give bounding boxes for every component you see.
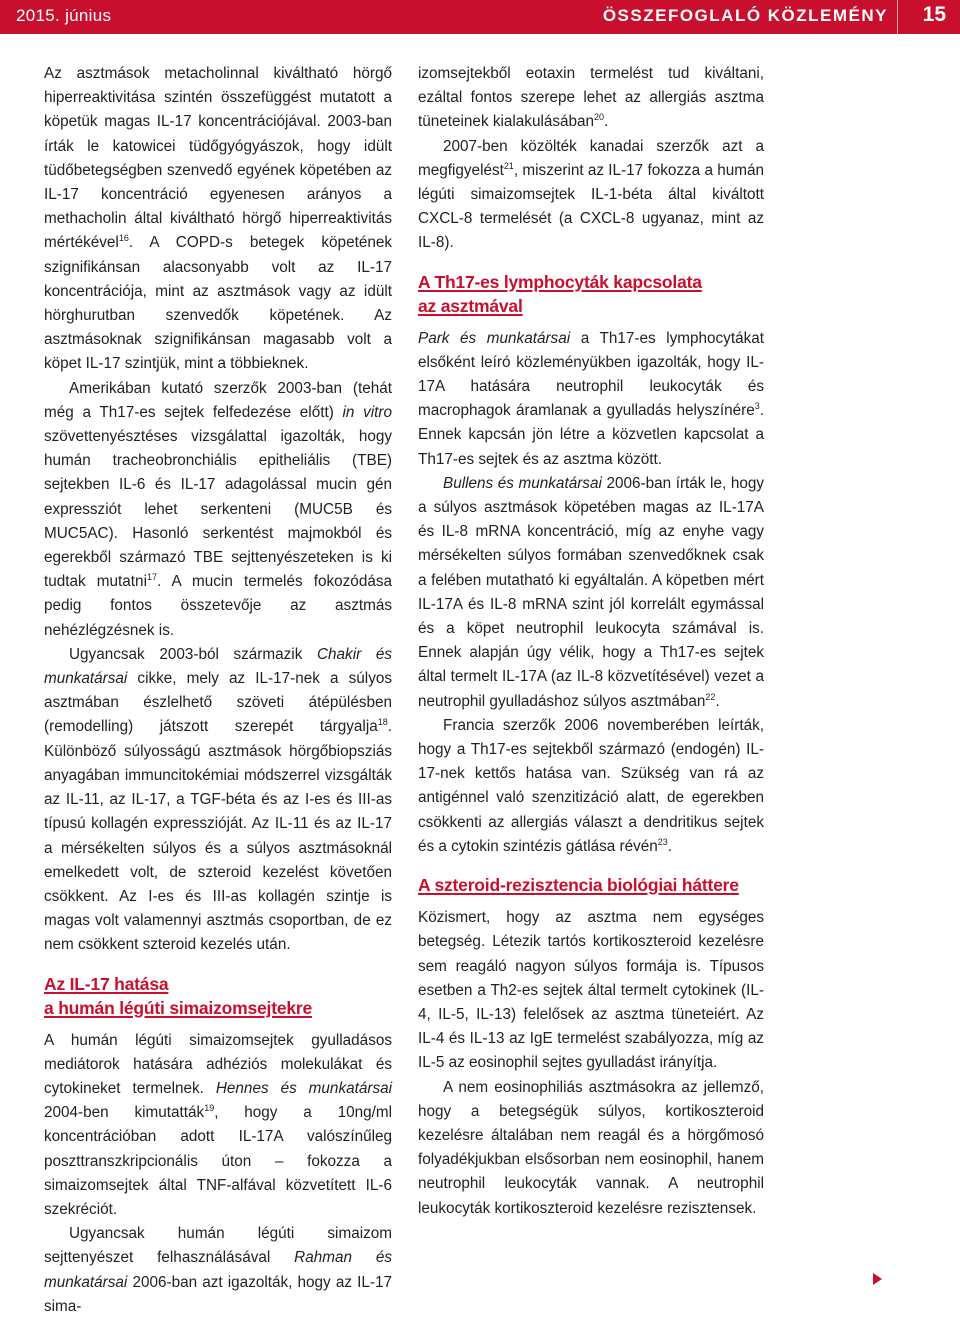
- right-column: [418, 62, 764, 1221]
- paragraph: A nem eosinophiliás asztmásokra az jellemző, hogy a betegségük súlyos, kortikoszteroid kezelésre általában nem reagál és a hörgőmosó folyadékjukban elsősorban nem eosinophil, hanem neutrophil leukocyták vannak. A neutrophil leukocyták kortikoszteroid kezelésre rezisztensek.: [418, 1078, 764, 1217]
- paragraph: Amerikában kutató szerzők 2003-ban (tehát még a Th17-es sejtek felfedezése előtt) in vitro szövettenyésztéses vizsgálattal igazolták, hogy humán tracheobronchiális epitheliális (TBE) sejtekben IL-6 és IL-17 adagolással mucin gén expressziót lehet serkenteni (MUC5B és MUC5AC). Hasonló serkentést majmokból és egerekből származó TBE sejttenyészeteken is ki tudtak mutatni$^{17}$. A mucin termelés fokozódása pedig fontos összetevője az asztmás nehézlégzésnek is.: [44, 379, 393, 639]
- paragraph: Park és munkatársai a Th17-es lymphocytákat elsőként leíró közleményükben igazolták, hogy IL-17A hatására neutrophil leukocyták és macrophagok áramlanak a gyulladás helyszínére$^3$. Ennek kapcsán jön létre a közvetlen kapcsolat a Th17-es sejtek és az asztma között.: [418, 329, 764, 468]
- section-heading: Az IL-17 hatása a humán légúti simaizomsejtekre: [44, 973, 313, 1018]
- paragraph: Közismert, hogy az asztma nem egységes betegség. Létezik tartós kortikoszteroid kezelésre sem reagáló nagyon súlyos formája is. Típusos esetben a Th2-es sejtek által termelt cytokinek (IL-4, IL-5, IL-13) felelősek az asztma tüneteiért. Az IL-4 és IL-13 az IgE termelést szabályozza, míg az IL-5 az eosinophil sejtes gyulladást irányítja.: [418, 909, 764, 1072]
- paragraph: Bullens és munkatársai 2006-ban írták le, hogy a súlyos asztmások köpetében magas az IL-17A és IL-8 mRNA koncentráció, míg az enyhe vagy mérsékelten súlyos formában szenvedőknek csak a felében mutatható ki egyáltalán. A köpetben mért IL-17A és IL-8 mRNA szint jól korrelált egymással és a köpet neutrophil leukocyta számával is. Ennek alapján úgy vélik, hogy a Th17-es sejtek által termelt IL-17A (az IL-8 közvetítésével) vezet a neutrophil gyulladáshoz súlyos asztmában$^{22}$.: [418, 474, 764, 710]
- reference-number: 19: [204, 1103, 215, 1114]
- section-heading: A szteroid-rezisztencia biológiai háttere: [418, 875, 739, 896]
- paragraph: A humán légúti simaizomsejtek gyulladásos mediátorok hatására adhéziós molekulákat és cytokineket termelnek. Hennes és munkatársai 2004-ben kimutatták$^{19}$, hogy a 10ng/ml koncentrációban adott IL-17A valószínűleg poszttranszkripcionális úton – fokozza a simaizomsejtek által TNF-alfával közvetített IL-6 szekréciót.: [44, 1031, 393, 1218]
- reference-number: 21: [503, 160, 514, 171]
- reference-number: 16: [118, 233, 129, 244]
- triangle-right-icon: [873, 1273, 882, 1285]
- paragraph: izomsejtekből eotaxin termelést tud kiváltani, ezáltal fontos szerepe lehet az allergiás asztma tüneteinek kialakulásában$^{20}$.: [418, 65, 764, 131]
- reference-number: 23: [657, 836, 668, 847]
- reference-number: 3: [754, 401, 760, 412]
- left-column: [44, 62, 392, 1319]
- issue-date: 2015. június: [16, 6, 112, 25]
- section-label: ÖSSZEFOGLALÓ KÖZLEMÉNY: [602, 6, 888, 25]
- reference-number: 22: [705, 691, 716, 702]
- reference-number: 17: [146, 572, 157, 583]
- page-header: [0, 0, 960, 34]
- section-heading: A Th17-es lymphocyták kapcsolata az asztmával: [418, 271, 702, 316]
- paragraph: Ugyancsak humán légúti simaizom sejttenyészet felhasználásával Rahman és munkatársai 2006-ban azt igazolták, hogy az IL-17 sima-: [44, 1225, 392, 1315]
- reference-number: 18: [377, 717, 388, 728]
- reference-number: 20: [594, 112, 605, 123]
- header-divider: [897, 0, 898, 34]
- paragraph: Francia szerzők 2006 novemberében leírták, hogy a Th17-es sejtekből származó (endogén) IL-17-nek kettős hatása van. Szükség van rá az antigénnel való szenzitizáció alatt, de egerekben csökkenti az allergiás választ a dendritikus sejtek és a cytokin szintézis gátlása révén$^{23}$.: [418, 716, 764, 855]
- paragraph: Az asztmások metacholinnal kiváltható hörgő hiperreaktivitása szintén összefüggést mutatott a köpetük magas IL-17 koncentrációjával. 2003-ban írták le katowicei tüdőgyógyászok, hogy idült tüdőbetegségben szenvedő egyének köpetében az IL-17 koncentráció egyenesen arányos a methacholin által kiváltható hörgő hiperreaktivitás mértékével$^{16}$. A COPD-s betegek köpetének szignifikánsan alacsonyabb volt az IL-17 koncentrációja, mint az asztmások vagy az idült hörghurutban szenvedők köpetének. Az asztmásoknak szignifikánsan magasabb volt a köpet IL-17 szintjük, mint a többieknek.: [44, 65, 392, 373]
- page-number: 15: [922, 3, 946, 26]
- paragraph: 2007-ben közölték kanadai szerzők azt a megfigyelést$^{21}$, miszerint az IL-17 fokozza a humán légúti simaizomsejtek IL-1-béta által kiváltott CXCL-8 termelését (a CXCL-8 ugyanaz, mint az IL-8).: [418, 137, 764, 252]
- paragraph: Ugyancsak 2003-ból származik Chakir és munkatársai cikke, mely az IL-17-nek a súlyos asztmában észlelhető szöveti átépülésben (remodelling) játszott szerepét tárgyalja$^{18}$. Különböző súlyosságú asztmások hörgőbiopsziás anyagában immuncitokémiai módszerrel vizsgálták az IL-11, az IL-17, a TGF-béta és az I-es és III-as típusú kollagén expresszióját. Az IL-11 és az IL-17 a mérsékelten súlyos és a súlyos asztmásoknál emelkedett volt, de szteroid kezelést követően csökkent. Az I-es és III-as kollagén szintje is magas volt valamennyi asztmás csoportban, de ez nem csökkent szteroid kezelés után.: [44, 645, 392, 954]
